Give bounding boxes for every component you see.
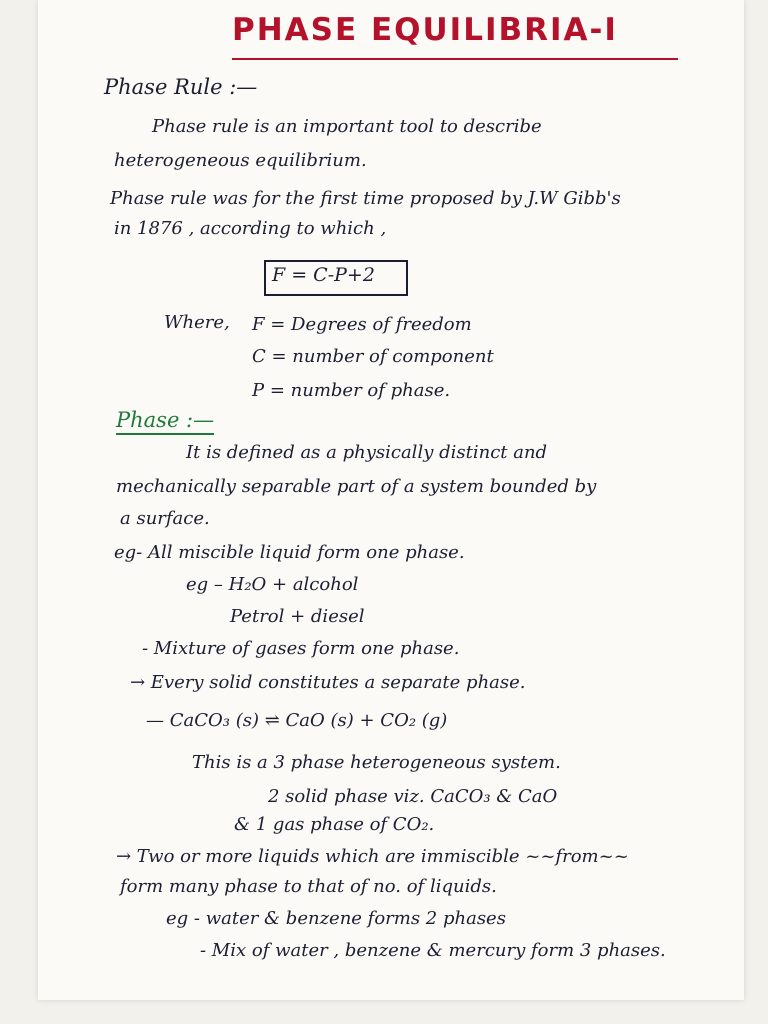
phase-rule-line-1: Phase rule is an important tool to describe [152, 116, 542, 137]
phase-rule-line-4: in 1876 , according to which , [114, 218, 387, 239]
page-title: PHASE EQUILIBRIA-I [232, 12, 618, 48]
phase-line-11: eg - water & benzene forms 2 phases [166, 908, 506, 929]
phase-rule-heading: Phase Rule :— [104, 75, 258, 99]
example-3: Petrol + diesel [230, 606, 365, 627]
phase-line-12: - Mix of water , benzene & mercury form 3 phases. [200, 940, 666, 961]
example-2: eg – H₂O + alcohol [186, 574, 359, 595]
phase-line-10: form many phase to that of no. of liquids. [120, 876, 497, 897]
definition-f: F = Degrees of freedom [252, 314, 472, 335]
example-1: eg- All miscible liquid form one phase. [114, 542, 465, 563]
phase-line-1: It is defined as a physically distinct and [186, 442, 548, 463]
phase-line-8: & 1 gas phase of CO₂. [234, 814, 435, 835]
definition-c: C = number of component [252, 346, 494, 367]
phase-rule-line-2: heterogeneous equilibrium. [114, 150, 367, 171]
where-label: Where, [164, 312, 230, 333]
phase-heading: Phase :— [116, 408, 214, 435]
phase-line-3: a surface. [120, 508, 210, 529]
definition-p: P = number of phase. [252, 380, 451, 401]
phase-rule-formula: F = C-P+2 [272, 264, 375, 286]
phase-line-4: - Mixture of gases form one phase. [142, 638, 460, 659]
phase-rule-line-3: Phase rule was for the first time proposed by J.W Gibb's [110, 188, 621, 209]
phase-line-7: 2 solid phase viz. CaCO₃ & CaO [268, 786, 558, 807]
phase-line-6: This is a 3 phase heterogeneous system. [192, 752, 561, 773]
title-underline [232, 52, 678, 60]
phase-line-5: → Every solid constitutes a separate phase. [130, 672, 526, 693]
phase-line-2: mechanically separable part of a system bounded by [116, 476, 597, 497]
phase-line-9: → Two or more liquids which are immiscible ~~from~~ [116, 846, 629, 867]
reaction-equation: — CaCO₃ (s) ⇌ CaO (s) + CO₂ (g) [146, 710, 448, 731]
